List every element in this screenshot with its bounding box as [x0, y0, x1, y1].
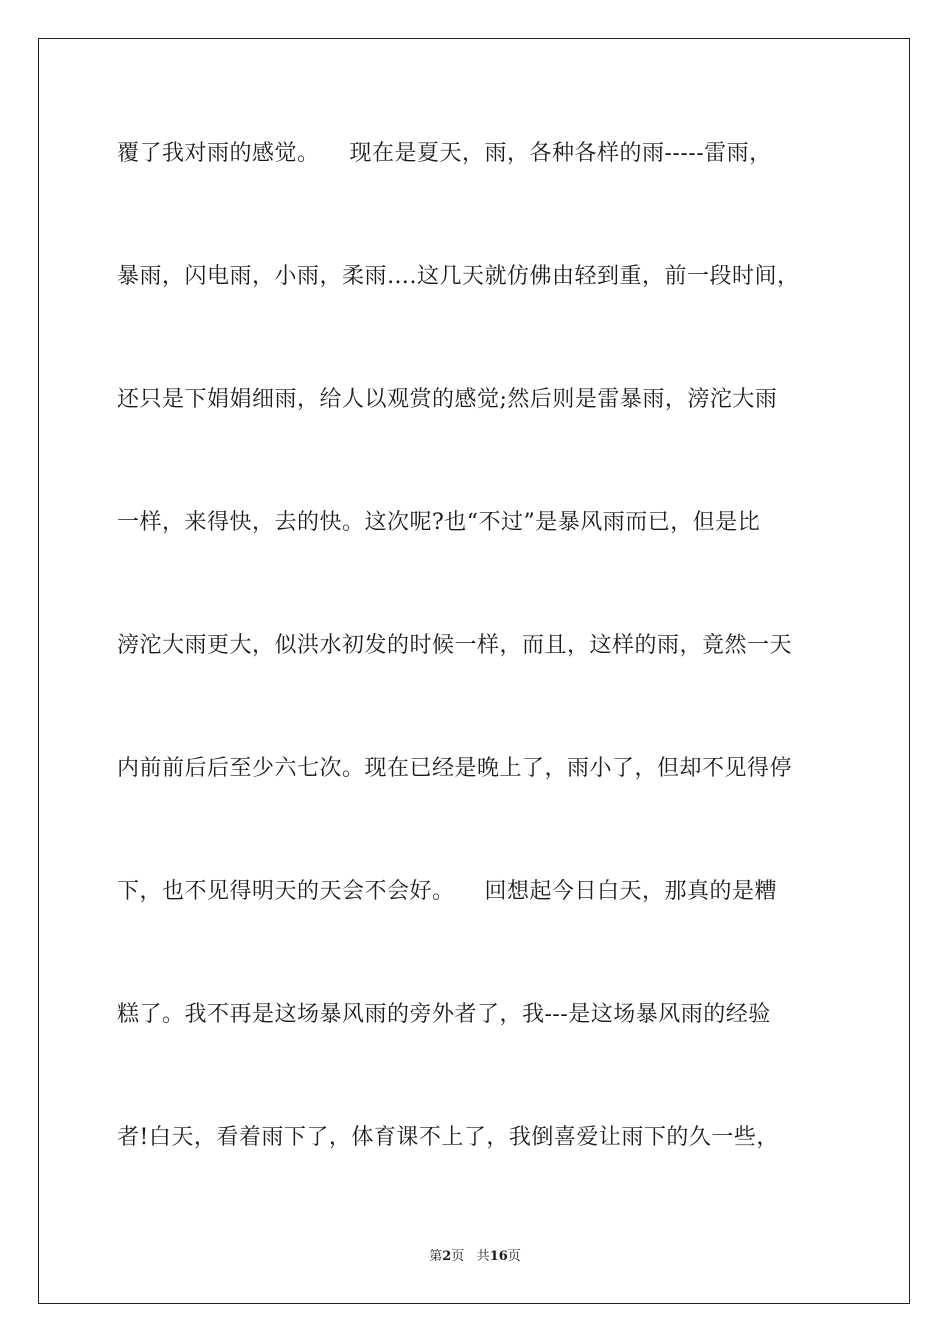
text-line: 内前前后后至少六七次。现在已经是晚上了，雨小了，但却不见得停	[117, 756, 793, 781]
text-line: 覆了我对雨的感觉。 现在是夏天，雨，各种各样的雨-----雷雨，	[117, 141, 772, 166]
page-prefix: 第	[429, 1249, 443, 1264]
text-line: 还只是下娟娟细雨，给人以观赏的感觉;然后则是雷暴雨，滂沱大雨	[117, 387, 778, 412]
page-border	[38, 38, 910, 1304]
page-suffix: 页	[451, 1249, 465, 1264]
text-line: 下，也不见得明天的天会不会好。 回想起今日白天，那真的是糟	[117, 879, 777, 904]
total-prefix: 共	[476, 1249, 490, 1264]
text-line: 滂沱大雨更大，似洪水初发的时候一样，而且，这样的雨，竟然一天	[117, 633, 793, 658]
total-pages: 16	[489, 1249, 508, 1264]
text-line: 一样，来得快，去的快。这次呢?也“不过”是暴风雨而已，但是比	[117, 510, 761, 535]
text-line: 者!白天，看着雨下了，体育课不上了，我倒喜爱让雨下的久一些，	[117, 1125, 779, 1150]
text-line: 暴雨，闪电雨，小雨，柔雨….这几天就仿佛由轻到重，前一段时间，	[117, 264, 800, 289]
page-number: 2	[442, 1249, 452, 1264]
page-footer	[0, 1245, 950, 1264]
total-suffix: 页	[507, 1249, 521, 1264]
text-line: 糕了。我不再是这场暴风雨的旁外者了，我---是这场暴风雨的经验	[117, 1002, 771, 1027]
